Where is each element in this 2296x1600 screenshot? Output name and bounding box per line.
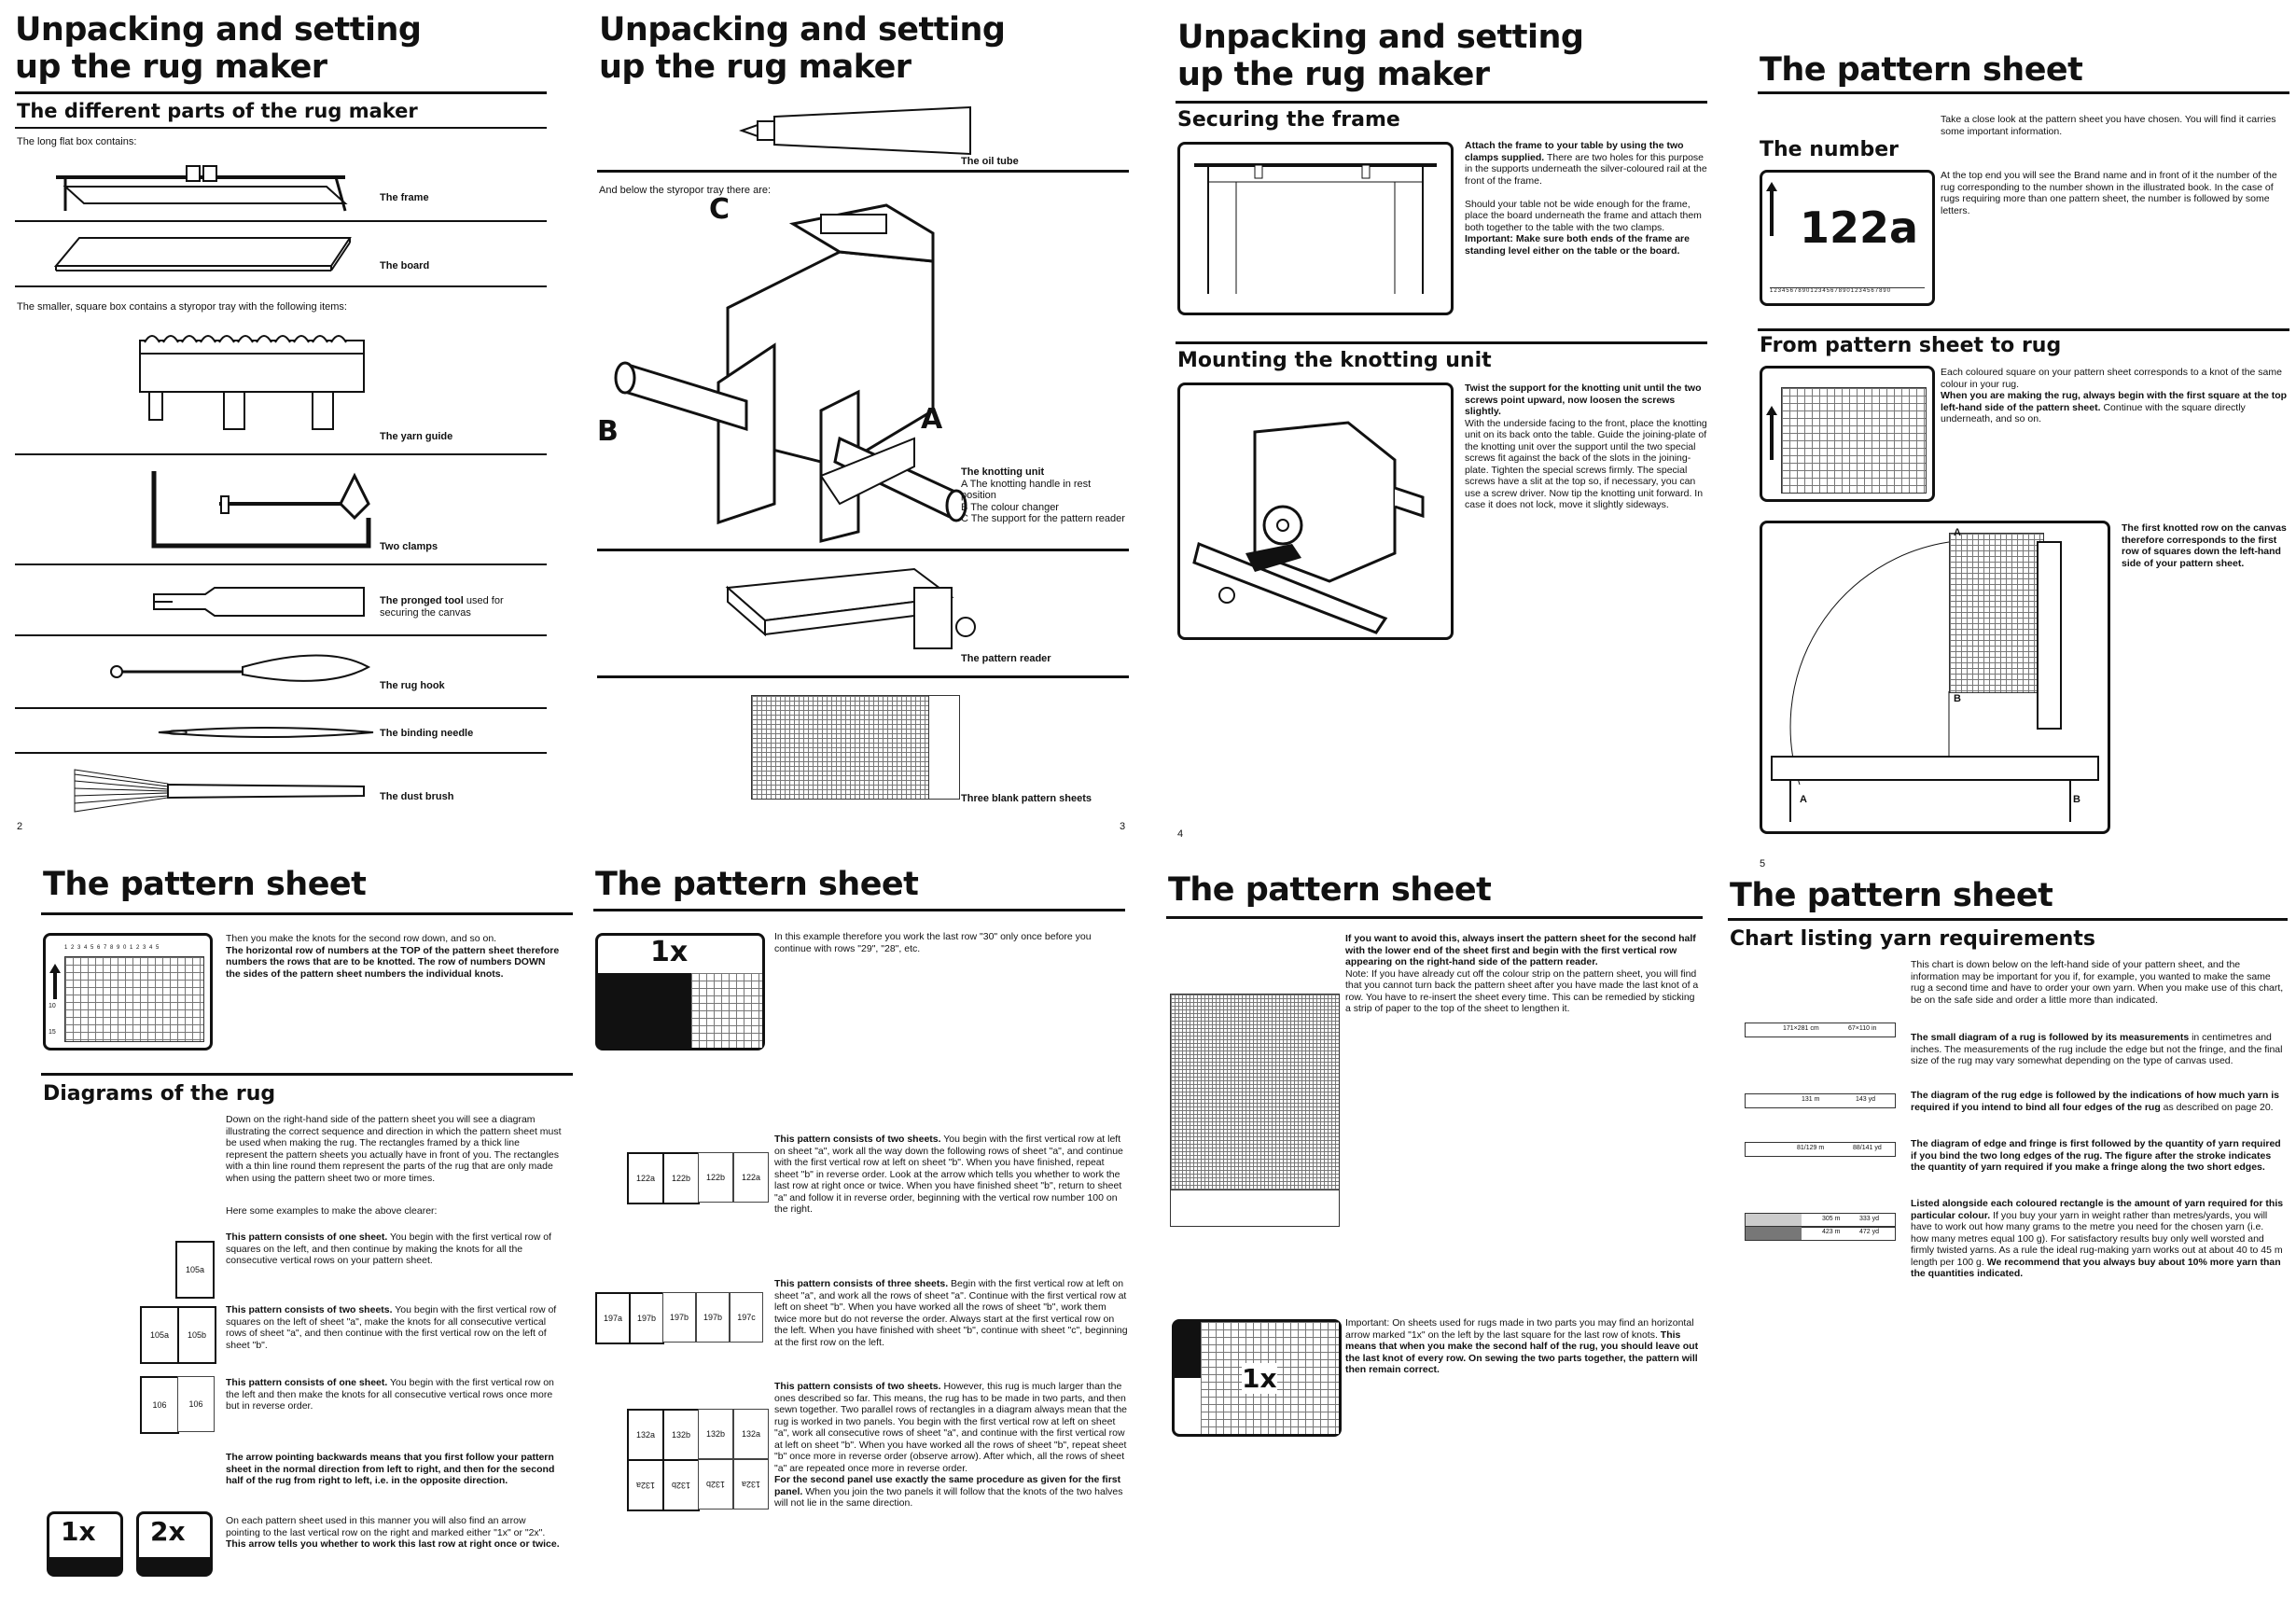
sheet-105a: 105a <box>175 1241 215 1299</box>
yarn-row-colour-2-a: 423 m <box>1822 1229 1841 1235</box>
yarn-row-colour-1-b: 333 yd <box>1859 1216 1880 1222</box>
securing-text-2: There are two holes for this purpose in the supports underneath the silver-coloured rail at the front of the frame. <box>1465 151 1707 187</box>
page-8 <box>1157 849 1717 1600</box>
sheet-105b: 105b <box>177 1306 216 1364</box>
sheet-cell: 197b <box>629 1292 664 1344</box>
sheet-cell: 122b <box>698 1152 733 1203</box>
securing-text-4: Important: Make sure both ends of the frame are standing level either on the table or the board. <box>1465 233 1690 257</box>
page-4 <box>1157 0 1717 849</box>
label-board: The board <box>380 260 430 271</box>
knotting-title: The knotting unit <box>961 466 1045 478</box>
diagrams-heading: Diagrams of the rug <box>43 1082 276 1106</box>
pattern-reader-illustration <box>709 560 980 662</box>
important-1x-sheet <box>1172 1319 1342 1437</box>
yarn-row-edge <box>1745 1093 1896 1108</box>
yarn-row-size <box>1745 1023 1896 1037</box>
yarn-row-fringe <box>1745 1142 1896 1157</box>
badge-1x: 1x <box>61 1516 96 1547</box>
example-text: In this example therefore you work the last row "30" only once before you continue with rows "29", "28", etc. <box>774 931 1092 954</box>
to-rug-text-3: Continue with the square directly underneath, and so on. <box>1941 401 2246 424</box>
blank-sheet-label-strip <box>928 695 960 800</box>
label-yarn-guide: The yarn guide <box>380 431 453 442</box>
pronged-tool-illustration <box>149 583 373 620</box>
sheet-cell: 132b <box>662 1459 700 1511</box>
sheet-106-reverse: 106 <box>177 1376 215 1432</box>
page-2-title: Unpacking and setting up the rug maker <box>15 11 422 86</box>
number-box: 122a 123456789012345678901234567890 <box>1760 170 1935 306</box>
blank-pattern-sheets <box>751 695 930 800</box>
arrow-text-3: This arrow tells you whether to work this last row at right once or twice. <box>226 1538 560 1550</box>
mounting-box <box>1177 383 1454 640</box>
edge-bold: The diagram of the rug edge is followed by the indications of how much yarn is required if you intend to bind all four edges of the rug <box>1911 1090 2279 1113</box>
big-rest-2: For the second panel use exactly the same procedure as given for the first panel. <box>774 1474 1121 1497</box>
row-text-2: The horizontal row of numbers at the TOP of the pattern sheet therefore numbers the rows that are to be knotted. The row of numbers DOWN the sides of the pattern sheet numbers the individual knots. <box>226 944 560 980</box>
label-pattern-reader: The pattern reader <box>961 653 1051 664</box>
ex2-bold: This pattern consists of two sheets. <box>226 1304 393 1315</box>
number-value: 122a <box>1800 202 1919 253</box>
label-frame: The frame <box>380 192 429 203</box>
avoid-pattern-sheet <box>1170 994 1340 1191</box>
binding-needle-illustration <box>154 718 378 746</box>
three-rest: Begin with the first vertical row at left on sheet "a", and work all the rows of sheet "a". Continue with the first vertical row at left on sheet "b". When you have worked all the rows of sheet "b", work them twice more but do not reverse the order. Always start at the first vertical row on the left. When you have finished with sheet "b", continue with sheet "c", beginning at the first row on the left. <box>774 1278 1128 1348</box>
important-badge-1x: 1x <box>1242 1363 1277 1394</box>
important-text-1: Important: On sheets used for rugs made in two parts you may find an horizontal arrow marked "1x" on the left by the last square for the last row of knots. <box>1345 1317 1694 1341</box>
small-diagram-rest: in centimetres and inches. The measurements of the rug include the edge but not the fringe, and the final size of the rug may vary somewhat depending on the type of canvas used. <box>1911 1032 2283 1066</box>
diagram-label-b-mid: B <box>1954 693 1961 704</box>
avoid-text-1: If you want to avoid this, always insert the pattern sheet for the second half with the lower end of the sheet first and begin with the first vertical row appearing on the right-hand side of the pattern reader. <box>1345 933 1696 967</box>
page-7-title: The pattern sheet <box>595 866 919 903</box>
yarn-row-fringe-a: 81/129 m <box>1797 1145 1825 1151</box>
number-heading: The number <box>1760 138 1899 161</box>
sheet-cell: 122a <box>733 1152 769 1203</box>
to-rug-sheet-box <box>1760 366 1935 502</box>
board-illustration <box>51 233 359 280</box>
diagram-label-a-top: A <box>1954 527 1961 538</box>
dust-brush-illustration <box>65 760 373 816</box>
diagram-label-b-bottom: B <box>2073 794 2080 805</box>
fringe-text: The diagram of edge and fringe is first followed by the quantity of yarn required if you bind the two long edges of the rug. The figure after the stroke indicates the quantity of yarn required if you make a fringe along the two short edges. <box>1911 1138 2281 1173</box>
mounting-heading: Mounting the knotting unit <box>1177 349 1492 372</box>
row-text-1: Then you make the knots for the second row down, and so on. <box>226 933 497 944</box>
intro-square-box: The smaller, square box contains a styropor tray with the following items: <box>17 301 347 313</box>
yarn-row-colour-1-a: 305 m <box>1822 1216 1841 1222</box>
row-axis-15: 15 <box>49 1029 56 1036</box>
page-9 <box>1717 849 2296 1600</box>
label-binding-needle: The binding needle <box>380 728 474 739</box>
yarn-row-fringe-b: 88/141 yd <box>1853 1145 1882 1151</box>
arrow-text: The arrow pointing backwards means that you first follow your pattern sheet in the normal direction from left to right, and then for the second half of the rug from right to left, i.e. in the opposite direction. <box>226 1452 555 1486</box>
two-bold: This pattern consists of two sheets. <box>774 1134 941 1145</box>
frame-illustration <box>47 149 364 224</box>
knotting-b: B The colour changer <box>961 501 1059 513</box>
badge-2x-box <box>136 1511 213 1577</box>
securing-text-1: Attach the frame to your table by using the two clamps supplied. <box>1465 140 1684 163</box>
examples-text: Here some examples to make the above clearer: <box>226 1205 438 1217</box>
page-3 <box>578 0 1138 840</box>
ex2-rest: You begin with the first vertical row of squares on the left of sheet "a", make the knots for all consecutive vertical rows of sheet "a", and then continue with the first vertical row on the left of sheet "b". <box>226 1304 557 1351</box>
yarn-row-size-a: 171×281 cm <box>1783 1025 1819 1032</box>
rug-hook-illustration <box>103 648 383 695</box>
big-rest: However, this rug is much larger than the ones described so far. This means, the rug has to be made in two parts, and then sewn together. Two parallel rows of rectangles in a diagram always mean that the rug is worked in two panels. You begin with the first vertical row at left on sheet "a", work all consecutive rows of sheet "a", and continue with the first vertical row at left on sheet "b". When you have worked all the rows of sheet "b", repeat sheet "b" once more in reverse order (observe arrow). After which, all the rows of sheet "a" are repeated once more in reverse order. <box>774 1381 1128 1474</box>
sheet-cell: 132b <box>698 1459 733 1510</box>
sheet-cell: 197a <box>595 1292 631 1344</box>
page-5 <box>1745 0 2296 877</box>
page-number-5: 5 <box>1760 858 1766 870</box>
yarn-row-edge-a: 131 m <box>1802 1096 1820 1103</box>
first-row-diagram <box>1760 521 2110 834</box>
sheet-cell: 132a <box>627 1459 664 1511</box>
page-2 <box>0 0 560 840</box>
badge-2x: 2x <box>150 1516 186 1547</box>
example-badge-1x: 1x <box>650 936 689 968</box>
sheet-cell: 132a <box>733 1459 769 1510</box>
sheet-106: 106 <box>140 1376 179 1434</box>
knotting-unit-illustration <box>606 193 952 541</box>
chart-intro: This chart is down below on the left-hand side of your pattern sheet, and the information may be important for you if, for example, you wanted to make the same rug a second time and have to order your own yarn. When you make use of this chart, be on the safe side and order a little more than indicated. <box>1911 959 2284 1006</box>
oil-tube-illustration <box>737 103 980 159</box>
cells-three-sheets <box>595 1292 772 1343</box>
row-axis-10: 10 <box>49 1003 56 1009</box>
yarn-row-edge-b: 143 yd <box>1856 1096 1876 1103</box>
avoid-sheet-strip <box>1170 1190 1340 1227</box>
label-pronged-tool: The pronged tool used for securing the canvas <box>380 595 504 619</box>
securing-heading: Securing the frame <box>1177 108 1400 132</box>
colour-bold: Listed alongside each coloured rectangle is the amount of yarn required for this particular colour. <box>1911 1198 2284 1221</box>
important-text-2: This means that when you make the second half of the rug, you should leave out the last knot of every row. On sewing the two parts together, the pattern will then remain correct. <box>1345 1329 1699 1375</box>
knotting-c: C The support for the pattern reader <box>961 513 1125 524</box>
knotting-a: A The knotting handle in rest position <box>961 478 1092 501</box>
page-number-4: 4 <box>1177 828 1184 840</box>
yarn-row-colour-2 <box>1745 1226 1896 1241</box>
to-rug-text-2: When you are making the rug, always begin with the first square at the top left-hand side of the pattern sheet. <box>1941 390 2288 413</box>
sheet-cell: 122a <box>627 1152 664 1204</box>
sheet-cell: 197c <box>730 1292 763 1343</box>
cells-big-sheets <box>627 1409 772 1511</box>
diagrams-text: Down on the right-hand side of the pattern sheet you will see a diagram illustrating the correct sequence and direction in which the pattern sheet must be used when making the rug. The rectangles framed by a thick line represent the pattern sheets you actually have in front of you. The rectangles with a thin line round them represent the parts of the rug that are only made when using the pattern sheet two or more times. <box>226 1114 562 1184</box>
diagram-label-a-bottom: A <box>1800 794 1807 805</box>
first-row-text: The first knotted row on the canvas therefore corresponds to the first row of squares down the left-hand side of your pattern sheet. <box>2122 522 2287 569</box>
ex1-rest: You begin with the first vertical row of squares on the left, and then continue by making the knots for all the consecutive vertical rows on your pattern sheet. <box>226 1231 551 1266</box>
big-rest-3: When you join the two panels it will follow that the knots of the two halves will not lie in the same direction. <box>774 1485 1123 1509</box>
page-9-title: The pattern sheet <box>1730 877 2053 914</box>
below-tray-text: And below the styropor tray there are: <box>599 185 772 196</box>
sheet-cell: 132b <box>662 1409 700 1461</box>
sheet-105a-pair: 105a <box>140 1306 179 1364</box>
to-rug-text-1: Each coloured square on your pattern sheet corresponds to a knot of the same colour in your rug. <box>1941 367 2282 390</box>
big-bold: This pattern consists of two sheets. <box>774 1381 941 1392</box>
intro-flat-box: The long flat box contains: <box>17 136 137 147</box>
label-blank-sheets: Three blank pattern sheets <box>961 793 1092 804</box>
arrow-text-2: On each pattern sheet used in this manner you will also find an arrow pointing to the last vertical row on the right and marked either "1x" or "2x". <box>226 1515 546 1538</box>
page-8-title: The pattern sheet <box>1168 871 1492 909</box>
row-axis-top: 1 2 3 4 5 6 7 8 9 0 1 2 3 4 5 <box>64 945 160 951</box>
page-7 <box>588 849 1138 1600</box>
row-numbers-sheet <box>43 933 213 1050</box>
ex3-bold: This pattern consists of one sheet. <box>226 1377 388 1388</box>
edge-rest: as described on page 20. <box>2160 1101 2274 1113</box>
knotting-label-c: C <box>709 193 731 226</box>
securing-frame-box <box>1177 142 1454 315</box>
yarn-row-colour-2-b: 472 yd <box>1859 1229 1880 1235</box>
page-6 <box>0 849 578 1600</box>
label-rug-hook: The rug hook <box>380 680 445 691</box>
label-clamps: Two clamps <box>380 541 438 552</box>
page-5-title: The pattern sheet <box>1760 51 2083 89</box>
yarn-guide-illustration <box>135 322 369 434</box>
page-4-title: Unpacking and setting up the rug maker <box>1177 19 1584 93</box>
page-number-3: 3 <box>1120 821 1126 832</box>
sheet-cell: 122b <box>662 1152 700 1204</box>
chart-heading: Chart listing yarn requirements <box>1730 927 2095 951</box>
page-3-title: Unpacking and setting up the rug maker <box>599 11 1006 86</box>
small-diagram-bold: The small diagram of a rug is followed by its measurements <box>1911 1032 2190 1043</box>
three-bold: This pattern consists of three sheets. <box>774 1278 949 1289</box>
ex1-bold: This pattern consists of one sheet. <box>226 1231 388 1243</box>
sheet-cell: 197b <box>662 1292 696 1343</box>
ex3-rest: You begin with the first vertical row on the left and then make the knots for all consecutive vertical rows once more but in reverse order. <box>226 1377 554 1412</box>
sheet-cell: 132a <box>733 1409 769 1459</box>
knotting-label-a: A <box>921 403 943 436</box>
sheet-cell: 132a <box>627 1409 664 1461</box>
avoid-text-2: Note: If you have already cut off the colour strip on the pattern sheet, you will find that you cannot turn back the pattern sheet after you have made the last knot of a row. You have to re-insert the sheet every time. This can be remedied by sticking a strip of paper to the top of the sheet to lengthen it. <box>1345 967 1699 1014</box>
colour-rest: If you buy your yarn in weight rather than metres/yards, you will have to work out how many grams to the metre you need for the chosen yarn (i.e. how many metres equal 100 g). For satisfactory results buy only well worsted and firmly twisted yarns. As a rule the ideal rug-making yarn works out at about 40 to 45 m length per 100 g. <box>1911 1209 2283 1268</box>
cells-two-sheets <box>627 1152 772 1203</box>
clamps-illustration <box>145 462 387 555</box>
page-6-title: The pattern sheet <box>43 866 367 903</box>
label-dust-brush: The dust brush <box>380 791 454 802</box>
securing-text-3: Should your table not be wide enough for the frame, place the board underneath the frame and attach them both together to the table with the two clamps. <box>1465 198 1702 233</box>
page-5-intro: Take a close look at the pattern sheet you have chosen. You will find it carries some important information. <box>1941 114 2276 137</box>
to-rug-heading: From pattern sheet to rug <box>1760 334 2062 357</box>
two-rest: You begin with the first vertical row at left on sheet "a", work all the way down the following rows of sheet "a", and continue with the first vertical row at left on sheet "b". When you have finished, repeat sheet "b" in reverse order. Look at the arrow which tells you whether to work the last row at right once or twice. When you have finished sheet "b", return to sheet "a" and follow it in reverse order, beginning with the vertical row number 100 on the right. <box>774 1134 1123 1215</box>
number-text: At the top end you will see the Brand name and in front of it the number of the rug corresponding to the number shown in the illustrated book. In the case of rugs requiring more than one pattern sheet, the number is followed by some letters. <box>1941 170 2277 216</box>
page-number-2: 2 <box>17 821 23 832</box>
colour-rest-2: We recommend that you always buy about 10% more yarn than the quantities indicated. <box>1911 1256 2281 1279</box>
mounting-text-2: With the underside facing to the front, place the knotting unit on its back onto the table. Guide the joining-plate of the knotting unit over the support until the two special screws fit against the back of the slots in the joining-plate. Tighten the special screws firmly. The special screws have a slit at the top so, if necessary, you can use a screw driver. Now tip the knotting unit forward. In case it does not lock, move it slightly sideways. <box>1465 417 1707 510</box>
badge-1x-box <box>47 1511 123 1577</box>
sheet-cell: 132b <box>698 1409 733 1459</box>
sheet-cell: 197b <box>696 1292 730 1343</box>
yarn-row-size-b: 67×110 in <box>1848 1025 1877 1032</box>
example-1x-sheet <box>595 933 765 1050</box>
label-oil-tube: The oil tube <box>961 156 1019 167</box>
mounting-text-1: Twist the support for the knotting unit until the two screws point upward, now loosen the screws slightly. <box>1465 383 1702 417</box>
page-2-subtitle: The different parts of the rug maker <box>17 100 418 122</box>
knotting-label-b: B <box>597 415 619 448</box>
